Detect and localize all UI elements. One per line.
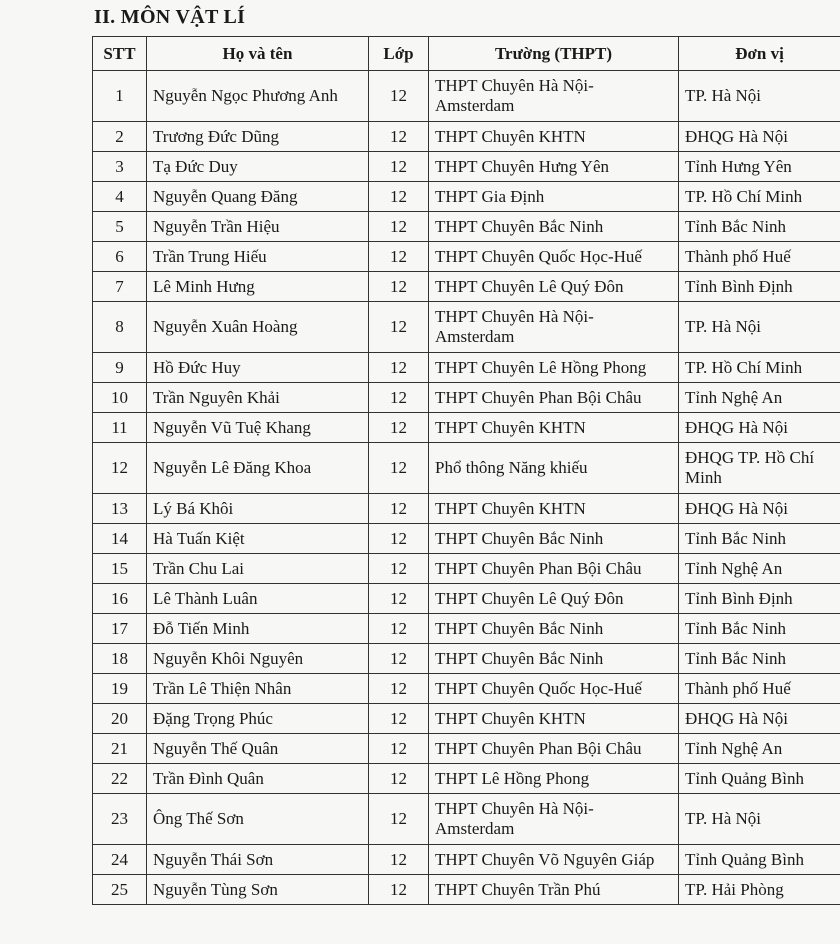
table-row — [93, 764, 840, 794]
cell-lop: 12 — [369, 584, 429, 614]
cell-unit: Tỉnh Bắc Ninh — [679, 644, 840, 674]
column-header-school: Trường (THPT) — [429, 37, 679, 71]
cell-school: THPT Chuyên Hưng Yên — [429, 152, 679, 182]
cell-stt: 3 — [93, 152, 147, 182]
cell-lop: 12 — [369, 845, 429, 875]
cell-stt: 6 — [93, 242, 147, 272]
table-row — [93, 122, 840, 152]
cell-school: THPT Chuyên KHTN — [429, 122, 679, 152]
cell-name: Trần Trung Hiếu — [147, 242, 369, 272]
table-row — [93, 845, 840, 875]
cell-school: THPT Chuyên Lê Hồng Phong — [429, 353, 679, 383]
cell-school: THPT Gia Định — [429, 182, 679, 212]
cell-unit: Tỉnh Quảng Bình — [679, 845, 840, 875]
table-body — [93, 71, 840, 905]
cell-name: Đặng Trọng Phúc — [147, 704, 369, 734]
cell-stt: 14 — [93, 524, 147, 554]
cell-name: Nguyễn Lê Đăng Khoa — [147, 443, 369, 494]
cell-lop: 12 — [369, 302, 429, 353]
cell-name: Trần Chu Lai — [147, 554, 369, 584]
cell-stt: 23 — [93, 794, 147, 845]
cell-school: THPT Chuyên Phan Bội Châu — [429, 554, 679, 584]
student-table — [92, 36, 840, 905]
cell-name: Nguyễn Khôi Nguyên — [147, 644, 369, 674]
cell-unit: Tỉnh Bình Định — [679, 272, 840, 302]
cell-lop: 12 — [369, 443, 429, 494]
cell-name: Trần Lê Thiện Nhân — [147, 674, 369, 704]
cell-stt: 18 — [93, 644, 147, 674]
cell-lop: 12 — [369, 71, 429, 122]
cell-name: Lê Thành Luân — [147, 584, 369, 614]
table-row — [93, 524, 840, 554]
cell-name: Nguyễn Vũ Tuệ Khang — [147, 413, 369, 443]
cell-name: Hồ Đức Huy — [147, 353, 369, 383]
cell-stt: 16 — [93, 584, 147, 614]
column-header-name: Họ và tên — [147, 37, 369, 71]
table-row — [93, 614, 840, 644]
cell-name: Ông Thế Sơn — [147, 794, 369, 845]
cell-school: THPT Chuyên Lê Quý Đôn — [429, 584, 679, 614]
cell-name: Nguyễn Xuân Hoàng — [147, 302, 369, 353]
cell-stt: 9 — [93, 353, 147, 383]
table-row — [93, 413, 840, 443]
cell-unit: ĐHQG Hà Nội — [679, 494, 840, 524]
table-row — [93, 644, 840, 674]
cell-lop: 12 — [369, 794, 429, 845]
cell-stt: 13 — [93, 494, 147, 524]
cell-stt: 12 — [93, 443, 147, 494]
cell-stt: 11 — [93, 413, 147, 443]
cell-name: Đỗ Tiến Minh — [147, 614, 369, 644]
table-row — [93, 242, 840, 272]
cell-stt: 17 — [93, 614, 147, 644]
cell-lop: 12 — [369, 494, 429, 524]
cell-unit: TP. Hải Phòng — [679, 875, 840, 905]
cell-school: THPT Chuyên KHTN — [429, 494, 679, 524]
table-row — [93, 554, 840, 584]
cell-school: THPT Chuyên Võ Nguyên Giáp — [429, 845, 679, 875]
cell-stt: 5 — [93, 212, 147, 242]
cell-name: Tạ Đức Duy — [147, 152, 369, 182]
cell-lop: 12 — [369, 242, 429, 272]
table-row — [93, 302, 840, 353]
cell-school: THPT Chuyên Quốc Học-Huế — [429, 242, 679, 272]
cell-unit: TP. Hà Nội — [679, 71, 840, 122]
cell-lop: 12 — [369, 644, 429, 674]
cell-unit: ĐHQG TP. Hồ Chí Minh — [679, 443, 840, 494]
cell-lop: 12 — [369, 704, 429, 734]
cell-lop: 12 — [369, 764, 429, 794]
cell-lop: 12 — [369, 554, 429, 584]
table-row — [93, 443, 840, 494]
cell-unit: TP. Hồ Chí Minh — [679, 182, 840, 212]
cell-stt: 15 — [93, 554, 147, 584]
column-header-lop: Lớp — [369, 37, 429, 71]
cell-unit: Tỉnh Hưng Yên — [679, 152, 840, 182]
table-row — [93, 794, 840, 845]
table-row — [93, 353, 840, 383]
cell-unit: Tỉnh Nghệ An — [679, 734, 840, 764]
table-row — [93, 875, 840, 905]
column-header-stt: STT — [93, 37, 147, 71]
cell-unit: Tỉnh Bình Định — [679, 584, 840, 614]
cell-stt: 22 — [93, 764, 147, 794]
cell-unit: Thành phố Huế — [679, 674, 840, 704]
cell-name: Nguyễn Quang Đăng — [147, 182, 369, 212]
cell-school: THPT Chuyên Bắc Ninh — [429, 644, 679, 674]
cell-stt: 20 — [93, 704, 147, 734]
cell-unit: ĐHQG Hà Nội — [679, 413, 840, 443]
cell-lop: 12 — [369, 674, 429, 704]
cell-lop: 12 — [369, 182, 429, 212]
cell-unit: Tỉnh Bắc Ninh — [679, 212, 840, 242]
cell-lop: 12 — [369, 614, 429, 644]
cell-stt: 25 — [93, 875, 147, 905]
cell-stt: 10 — [93, 383, 147, 413]
cell-stt: 4 — [93, 182, 147, 212]
cell-lop: 12 — [369, 875, 429, 905]
table-row — [93, 71, 840, 122]
cell-name: Trần Đình Quân — [147, 764, 369, 794]
table-row — [93, 383, 840, 413]
cell-school: THPT Chuyên KHTN — [429, 704, 679, 734]
table-row — [93, 734, 840, 764]
cell-lop: 12 — [369, 413, 429, 443]
cell-school: THPT Chuyên Lê Quý Đôn — [429, 272, 679, 302]
cell-unit: Tỉnh Nghệ An — [679, 554, 840, 584]
table-row — [93, 584, 840, 614]
cell-school: Phổ thông Năng khiếu — [429, 443, 679, 494]
cell-lop: 12 — [369, 152, 429, 182]
cell-unit: TP. Hà Nội — [679, 302, 840, 353]
cell-name: Trương Đức Dũng — [147, 122, 369, 152]
cell-stt: 8 — [93, 302, 147, 353]
cell-name: Nguyễn Tùng Sơn — [147, 875, 369, 905]
cell-school: THPT Chuyên KHTN — [429, 413, 679, 443]
cell-name: Nguyễn Ngọc Phương Anh — [147, 71, 369, 122]
cell-lop: 12 — [369, 383, 429, 413]
table-row — [93, 212, 840, 242]
table-row — [93, 704, 840, 734]
cell-unit: Tỉnh Quảng Bình — [679, 764, 840, 794]
table-row — [93, 182, 840, 212]
cell-name: Nguyễn Thái Sơn — [147, 845, 369, 875]
cell-unit: TP. Hà Nội — [679, 794, 840, 845]
cell-lop: 12 — [369, 272, 429, 302]
cell-school: THPT Chuyên Quốc Học-Huế — [429, 674, 679, 704]
cell-school: THPT Chuyên Phan Bội Châu — [429, 383, 679, 413]
column-header-unit: Đơn vị — [679, 37, 840, 71]
cell-name: Trần Nguyên Khải — [147, 383, 369, 413]
cell-school: THPT Lê Hồng Phong — [429, 764, 679, 794]
cell-name: Lý Bá Khôi — [147, 494, 369, 524]
cell-name: Nguyễn Thế Quân — [147, 734, 369, 764]
table-row — [93, 152, 840, 182]
cell-lop: 12 — [369, 212, 429, 242]
table-header-row — [93, 37, 840, 71]
table-row — [93, 494, 840, 524]
cell-school: THPT Chuyên Hà Nội-Amsterdam — [429, 71, 679, 122]
cell-stt: 2 — [93, 122, 147, 152]
table-row — [93, 674, 840, 704]
cell-lop: 12 — [369, 353, 429, 383]
cell-stt: 1 — [93, 71, 147, 122]
cell-unit: ĐHQG Hà Nội — [679, 704, 840, 734]
cell-unit: TP. Hồ Chí Minh — [679, 353, 840, 383]
cell-stt: 7 — [93, 272, 147, 302]
cell-school: THPT Chuyên Hà Nội-Amsterdam — [429, 302, 679, 353]
cell-name: Nguyễn Trần Hiệu — [147, 212, 369, 242]
cell-unit: Tỉnh Nghệ An — [679, 383, 840, 413]
cell-lop: 12 — [369, 734, 429, 764]
cell-school: THPT Chuyên Bắc Ninh — [429, 212, 679, 242]
cell-lop: 12 — [369, 524, 429, 554]
cell-unit: ĐHQG Hà Nội — [679, 122, 840, 152]
table-row — [93, 272, 840, 302]
cell-name: Hà Tuấn Kiệt — [147, 524, 369, 554]
section-heading: II. MÔN VẬT LÍ — [94, 6, 246, 28]
cell-school: THPT Chuyên Bắc Ninh — [429, 614, 679, 644]
cell-school: THPT Chuyên Bắc Ninh — [429, 524, 679, 554]
cell-school: THPT Chuyên Hà Nội-Amsterdam — [429, 794, 679, 845]
cell-name: Lê Minh Hưng — [147, 272, 369, 302]
cell-stt: 24 — [93, 845, 147, 875]
cell-unit: Tỉnh Bắc Ninh — [679, 614, 840, 644]
cell-stt: 19 — [93, 674, 147, 704]
cell-school: THPT Chuyên Phan Bội Châu — [429, 734, 679, 764]
cell-school: THPT Chuyên Trần Phú — [429, 875, 679, 905]
cell-stt: 21 — [93, 734, 147, 764]
cell-unit: Tỉnh Bắc Ninh — [679, 524, 840, 554]
cell-unit: Thành phố Huế — [679, 242, 840, 272]
cell-lop: 12 — [369, 122, 429, 152]
